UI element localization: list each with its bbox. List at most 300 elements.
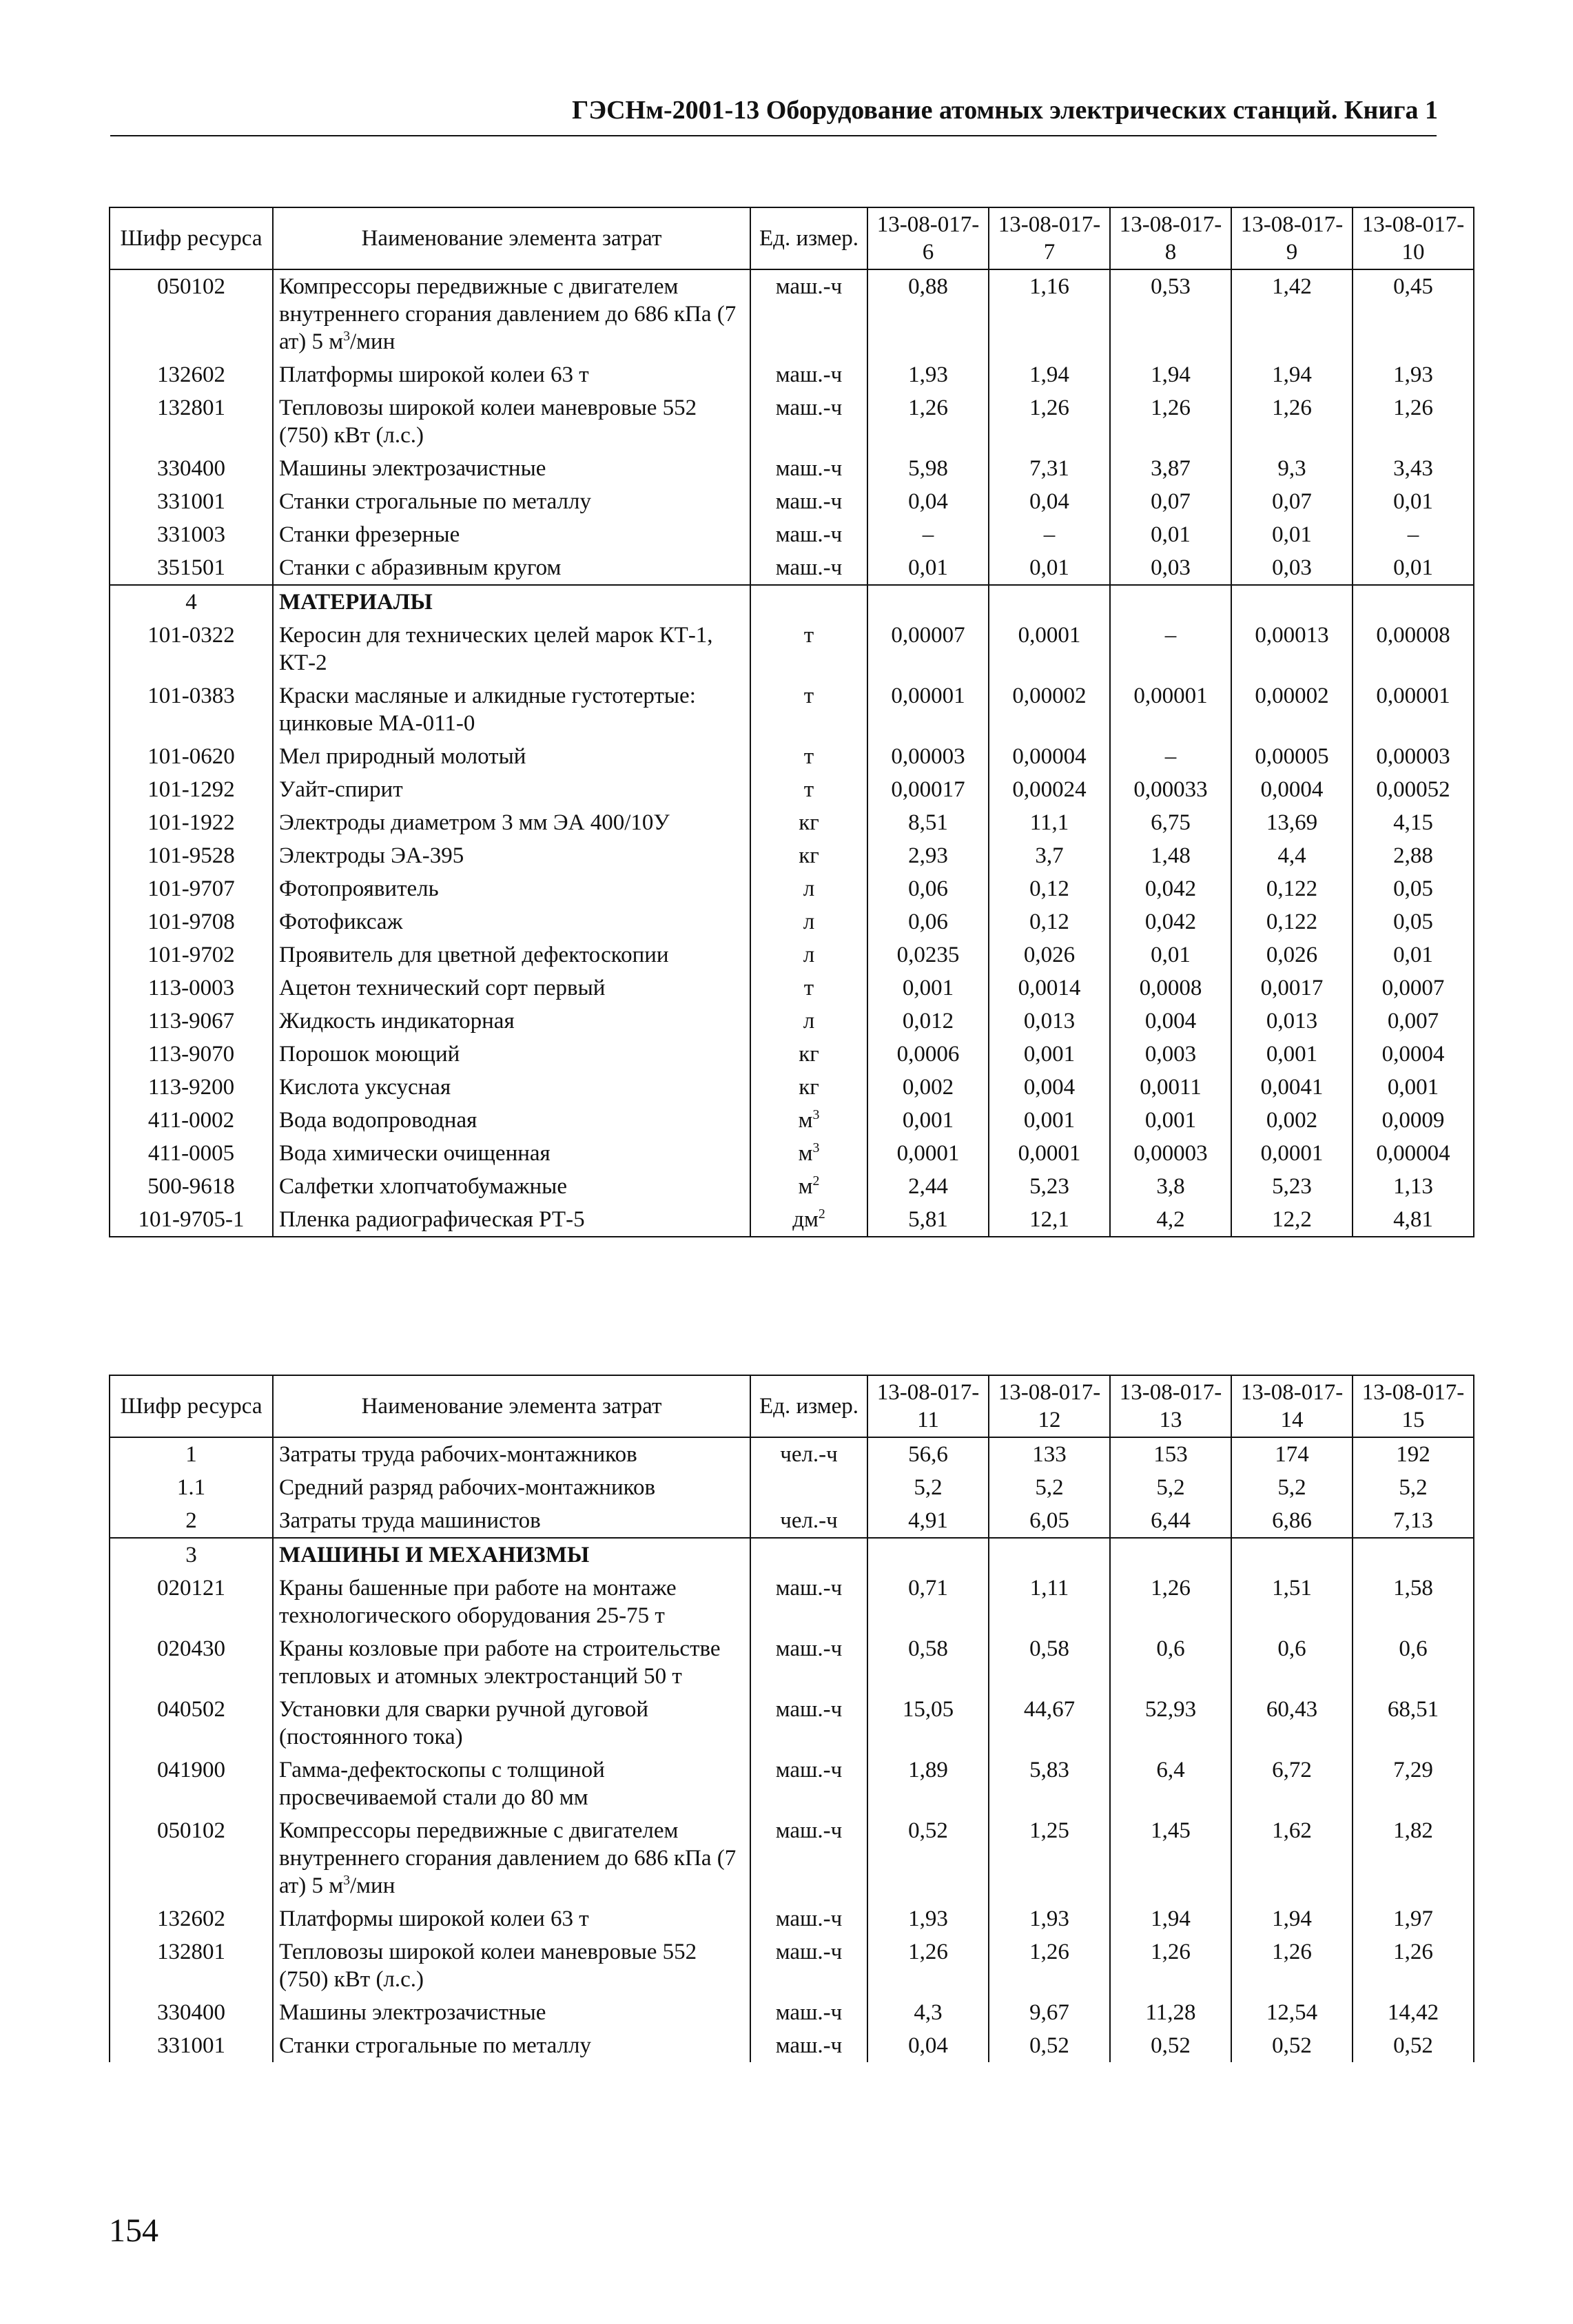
- table-row: [110, 1538, 1474, 1572]
- value-cell: [1231, 1538, 1353, 1572]
- value-cell: 0,01: [989, 551, 1110, 585]
- value-cell: 0,0009: [1353, 1104, 1474, 1137]
- table-row: [110, 1038, 1474, 1071]
- value-cell: 3,87: [1110, 452, 1231, 485]
- value-cell: –: [1110, 740, 1231, 773]
- value-cell: 0,026: [1231, 938, 1353, 971]
- value-cell: –: [989, 518, 1110, 551]
- value-cell: 0,001: [1353, 1071, 1474, 1104]
- value-cell: 1,93: [867, 358, 989, 391]
- value-cell: 6,86: [1231, 1504, 1353, 1538]
- table-row: [110, 1996, 1474, 2029]
- unit-cell: $м^3$: [750, 1137, 867, 1170]
- resource-code: 101-9708: [110, 905, 273, 938]
- value-cell: 0,001: [1231, 1038, 1353, 1071]
- value-cell: 0,001: [867, 1104, 989, 1137]
- unit-cell: кг: [750, 839, 867, 872]
- resource-name: Установки для сварки ручной дуговой (постоянного тока): [273, 1693, 750, 1754]
- value-cell: [1353, 585, 1474, 619]
- table-row: [110, 1572, 1474, 1632]
- resource-code: 101-9528: [110, 839, 273, 872]
- unit-cell: $дм^2$: [750, 1203, 867, 1237]
- resource-code: 050102: [110, 1814, 273, 1902]
- value-cell: 1,94: [1110, 358, 1231, 391]
- value-cell: 0,58: [867, 1632, 989, 1693]
- unit-cell: т: [750, 679, 867, 740]
- value-cell: 9,67: [989, 1996, 1110, 2029]
- value-cell: –: [1353, 518, 1474, 551]
- value-cell: 0,00033: [1110, 773, 1231, 806]
- resource-code: 411-0005: [110, 1137, 273, 1170]
- unit-cell: чел.-ч: [750, 1437, 867, 1471]
- col-norm-header: 13-08-017-15: [1353, 1375, 1474, 1437]
- resource-code: 3: [110, 1538, 273, 1572]
- value-cell: 6,72: [1231, 1754, 1353, 1814]
- value-cell: 11,28: [1110, 1996, 1231, 2029]
- resource-code: 2: [110, 1504, 273, 1538]
- value-cell: 0,12: [989, 872, 1110, 905]
- value-cell: 3,43: [1353, 452, 1474, 485]
- value-cell: 0,00004: [1353, 1137, 1474, 1170]
- table-row: [110, 773, 1474, 806]
- value-cell: 0,0041: [1231, 1071, 1353, 1104]
- value-cell: 0,00008: [1353, 619, 1474, 679]
- page-number: 154: [109, 2212, 158, 2249]
- value-cell: 0,00002: [1231, 679, 1353, 740]
- value-cell: 1,26: [1110, 391, 1231, 452]
- table-row: [110, 269, 1474, 358]
- value-cell: 1,13: [1353, 1170, 1474, 1203]
- resource-name: Краны козловые при работе на строительстве тепловых и атомных электростанций 50 т: [273, 1632, 750, 1693]
- resource-name: Салфетки хлопчатобумажные: [273, 1170, 750, 1203]
- value-cell: 1,97: [1353, 1902, 1474, 1935]
- value-cell: 0,04: [867, 485, 989, 518]
- value-cell: 0,01: [1231, 518, 1353, 551]
- table-row: [110, 391, 1474, 452]
- resource-name: Машины электрозачистные: [273, 1996, 750, 2029]
- value-cell: 0,6: [1110, 1632, 1231, 1693]
- value-cell: 7,31: [989, 452, 1110, 485]
- value-cell: 0,00001: [867, 679, 989, 740]
- value-cell: 5,2: [1231, 1471, 1353, 1504]
- unit-cell: [750, 585, 867, 619]
- value-cell: 6,44: [1110, 1504, 1231, 1538]
- resource-code: 101-9707: [110, 872, 273, 905]
- table-row: [110, 1104, 1474, 1137]
- value-cell: 1,62: [1231, 1814, 1353, 1902]
- value-cell: 0,00024: [989, 773, 1110, 806]
- value-cell: 12,54: [1231, 1996, 1353, 2029]
- value-cell: 1,58: [1353, 1572, 1474, 1632]
- resource-code: 331001: [110, 485, 273, 518]
- unit-cell: л: [750, 938, 867, 971]
- value-cell: 1,89: [867, 1754, 989, 1814]
- resource-table-2: [109, 1375, 1474, 2062]
- col-name-header: Наименование элемента затрат: [273, 1375, 750, 1437]
- resource-name: Порошок моющий: [273, 1038, 750, 1071]
- value-cell: 0,0001: [1231, 1137, 1353, 1170]
- resource-table-1: [109, 207, 1474, 1237]
- table-row: [110, 358, 1474, 391]
- resource-code: 331001: [110, 2029, 273, 2062]
- value-cell: 4,15: [1353, 806, 1474, 839]
- unit-cell: маш.-ч: [750, 391, 867, 452]
- unit-cell: т: [750, 740, 867, 773]
- col-code-header: Шифр ресурса: [110, 1375, 273, 1437]
- value-cell: 15,05: [867, 1693, 989, 1754]
- value-cell: 0,004: [1110, 1005, 1231, 1038]
- resource-code: 500-9618: [110, 1170, 273, 1203]
- unit-cell: т: [750, 773, 867, 806]
- value-cell: 2,44: [867, 1170, 989, 1203]
- unit-cell: [750, 1471, 867, 1504]
- resource-code: 101-0620: [110, 740, 273, 773]
- unit-cell: л: [750, 1005, 867, 1038]
- value-cell: 52,93: [1110, 1693, 1231, 1754]
- table-row: [110, 1814, 1474, 1902]
- col-norm-header: 13-08-017-9: [1231, 207, 1353, 269]
- value-cell: 153: [1110, 1437, 1231, 1471]
- value-cell: 1,26: [1231, 1935, 1353, 1996]
- resource-code: 020121: [110, 1572, 273, 1632]
- resource-code: 101-0383: [110, 679, 273, 740]
- table-row: [110, 485, 1474, 518]
- value-cell: 0,01: [1353, 485, 1474, 518]
- value-cell: 133: [989, 1437, 1110, 1471]
- table-row: [110, 1137, 1474, 1170]
- value-cell: 0,0004: [1353, 1038, 1474, 1071]
- value-cell: 192: [1353, 1437, 1474, 1471]
- resource-name: Жидкость индикаторная: [273, 1005, 750, 1038]
- value-cell: 4,3: [867, 1996, 989, 2029]
- value-cell: 4,4: [1231, 839, 1353, 872]
- unit-cell: маш.-ч: [750, 269, 867, 358]
- value-cell: 5,2: [989, 1471, 1110, 1504]
- value-cell: 0,004: [989, 1071, 1110, 1104]
- value-cell: 5,81: [867, 1203, 989, 1237]
- resource-name: Краны башенные при работе на монтаже технологического оборудования 25-75 т: [273, 1572, 750, 1632]
- value-cell: 0,05: [1353, 872, 1474, 905]
- value-cell: [1231, 585, 1353, 619]
- value-cell: 1,93: [989, 1902, 1110, 1935]
- unit-cell: $м^3$: [750, 1104, 867, 1137]
- header-rule: [110, 135, 1437, 136]
- unit-cell: маш.-ч: [750, 1996, 867, 2029]
- resource-code: 132801: [110, 391, 273, 452]
- value-cell: 60,43: [1231, 1693, 1353, 1754]
- value-cell: 1,26: [1353, 391, 1474, 452]
- resource-code: 331003: [110, 518, 273, 551]
- resource-code: 101-9702: [110, 938, 273, 971]
- value-cell: 0,01: [1110, 518, 1231, 551]
- unit-cell: маш.-ч: [750, 1902, 867, 1935]
- resource-name: Вода химически очищенная: [273, 1137, 750, 1170]
- value-cell: 2,88: [1353, 839, 1474, 872]
- value-cell: [867, 585, 989, 619]
- value-cell: 0,0007: [1353, 971, 1474, 1005]
- value-cell: 0,0011: [1110, 1071, 1231, 1104]
- value-cell: 0,05: [1353, 905, 1474, 938]
- resource-name: Машины электрозачистные: [273, 452, 750, 485]
- value-cell: 0,026: [989, 938, 1110, 971]
- table-row: [110, 1203, 1474, 1237]
- value-cell: 0,00003: [867, 740, 989, 773]
- value-cell: 13,69: [1231, 806, 1353, 839]
- value-cell: 1,42: [1231, 269, 1353, 358]
- value-cell: 1,94: [1231, 1902, 1353, 1935]
- col-norm-header: 13-08-017-7: [989, 207, 1110, 269]
- value-cell: 0,00013: [1231, 619, 1353, 679]
- value-cell: 1,26: [867, 1935, 989, 1996]
- resource-code: 101-1292: [110, 773, 273, 806]
- table-row: [110, 1437, 1474, 1471]
- unit-cell: маш.-ч: [750, 1935, 867, 1996]
- value-cell: 9,3: [1231, 452, 1353, 485]
- value-cell: 2,93: [867, 839, 989, 872]
- col-norm-header: 13-08-017-14: [1231, 1375, 1353, 1437]
- col-norm-header: 13-08-017-8: [1110, 207, 1231, 269]
- value-cell: 5,2: [1353, 1471, 1474, 1504]
- unit-cell: т: [750, 619, 867, 679]
- table-row: [110, 619, 1474, 679]
- resource-code: 101-1922: [110, 806, 273, 839]
- value-cell: 0,07: [1231, 485, 1353, 518]
- value-cell: 0,00017: [867, 773, 989, 806]
- table-row: [110, 1504, 1474, 1538]
- value-cell: 1,26: [1110, 1935, 1231, 1996]
- value-cell: 0,042: [1110, 905, 1231, 938]
- resource-code: 101-9705-1: [110, 1203, 273, 1237]
- resource-name: Керосин для технических целей марок КТ-1, КТ-2: [273, 619, 750, 679]
- value-cell: 0,06: [867, 872, 989, 905]
- value-cell: 0,0001: [989, 1137, 1110, 1170]
- value-cell: 0,0017: [1231, 971, 1353, 1005]
- value-cell: 1,26: [1353, 1935, 1474, 1996]
- unit-cell: [750, 1538, 867, 1572]
- value-cell: [989, 1538, 1110, 1572]
- value-cell: 0,002: [1231, 1104, 1353, 1137]
- value-cell: 1,93: [867, 1902, 989, 1935]
- value-cell: 5,23: [1231, 1170, 1353, 1203]
- col-unit-header: Ед. измер.: [750, 1375, 867, 1437]
- value-cell: 0,00052: [1353, 773, 1474, 806]
- value-cell: 0,03: [1231, 551, 1353, 585]
- col-code-header: Шифр ресурса: [110, 207, 273, 269]
- resource-code: 101-0322: [110, 619, 273, 679]
- value-cell: 0,0004: [1231, 773, 1353, 806]
- value-cell: 1,11: [989, 1572, 1110, 1632]
- value-cell: 0,0001: [867, 1137, 989, 1170]
- value-cell: 0,52: [1353, 2029, 1474, 2062]
- resource-name: Средний разряд рабочих-монтажников: [273, 1471, 750, 1504]
- unit-cell: маш.-ч: [750, 1572, 867, 1632]
- value-cell: [1110, 1538, 1231, 1572]
- value-cell: 0,00001: [1353, 679, 1474, 740]
- value-cell: 0,6: [1353, 1632, 1474, 1693]
- value-cell: 0,0008: [1110, 971, 1231, 1005]
- value-cell: 1,48: [1110, 839, 1231, 872]
- table-row: [110, 1071, 1474, 1104]
- unit-cell: маш.-ч: [750, 1754, 867, 1814]
- value-cell: 0,007: [1353, 1005, 1474, 1038]
- resource-name: Компрессоры передвижные с двигателем внутреннего сгорания давлением до 686 кПа (7 ат) 5 $м^3$/мин: [273, 1814, 750, 1902]
- unit-cell: маш.-ч: [750, 2029, 867, 2062]
- value-cell: 0,01: [867, 551, 989, 585]
- value-cell: [989, 585, 1110, 619]
- resource-name: Электроды диаметром 3 мм ЭА 400/10У: [273, 806, 750, 839]
- value-cell: 0,45: [1353, 269, 1474, 358]
- value-cell: [867, 1538, 989, 1572]
- resource-code: 132602: [110, 358, 273, 391]
- resource-code: 1.1: [110, 1471, 273, 1504]
- value-cell: 0,00002: [989, 679, 1110, 740]
- value-cell: 4,81: [1353, 1203, 1474, 1237]
- value-cell: 0,52: [1231, 2029, 1353, 2062]
- value-cell: 0,53: [1110, 269, 1231, 358]
- value-cell: 1,26: [989, 391, 1110, 452]
- value-cell: 6,4: [1110, 1754, 1231, 1814]
- value-cell: 3,7: [989, 839, 1110, 872]
- resource-code: 113-9070: [110, 1038, 273, 1071]
- value-cell: 1,93: [1353, 358, 1474, 391]
- value-cell: 0,0006: [867, 1038, 989, 1071]
- table-row: [110, 740, 1474, 773]
- unit-cell: т: [750, 971, 867, 1005]
- resource-code: 1: [110, 1437, 273, 1471]
- value-cell: 1,26: [989, 1935, 1110, 1996]
- col-norm-header: 13-08-017-11: [867, 1375, 989, 1437]
- value-cell: 0,01: [1353, 551, 1474, 585]
- resource-code: 351501: [110, 551, 273, 585]
- resource-name: Станки строгальные по металлу: [273, 485, 750, 518]
- value-cell: 1,26: [1110, 1572, 1231, 1632]
- resource-name: Мел природный молотый: [273, 740, 750, 773]
- value-cell: 8,51: [867, 806, 989, 839]
- table-row: [110, 1754, 1474, 1814]
- resource-name: Вода водопроводная: [273, 1104, 750, 1137]
- resource-name: Уайт-спирит: [273, 773, 750, 806]
- value-cell: 5,2: [867, 1471, 989, 1504]
- value-cell: [1353, 1538, 1474, 1572]
- value-cell: 1,45: [1110, 1814, 1231, 1902]
- value-cell: 7,13: [1353, 1504, 1474, 1538]
- unit-cell: л: [750, 872, 867, 905]
- resource-name: Краски масляные и алкидные густотертые: цинковые МА-011-0: [273, 679, 750, 740]
- value-cell: 56,6: [867, 1437, 989, 1471]
- resource-code: 132602: [110, 1902, 273, 1935]
- table-row: [110, 1005, 1474, 1038]
- table-row: [110, 938, 1474, 971]
- value-cell: 0,88: [867, 269, 989, 358]
- resource-name: Затраты труда рабочих-монтажников: [273, 1437, 750, 1471]
- value-cell: 0,013: [989, 1005, 1110, 1038]
- value-cell: 1,26: [1231, 391, 1353, 452]
- value-cell: 0,71: [867, 1572, 989, 1632]
- value-cell: 0,122: [1231, 872, 1353, 905]
- value-cell: 5,83: [989, 1754, 1110, 1814]
- resource-name: Тепловозы широкой колеи маневровые 552 (750) кВт (л.с.): [273, 1935, 750, 1996]
- table-row: [110, 1935, 1474, 1996]
- value-cell: 0,07: [1110, 485, 1231, 518]
- table-row: [110, 679, 1474, 740]
- value-cell: 0,00003: [1110, 1137, 1231, 1170]
- value-cell: 0,012: [867, 1005, 989, 1038]
- table-row: [110, 2029, 1474, 2062]
- unit-cell: маш.-ч: [750, 551, 867, 585]
- table-row: [110, 1471, 1474, 1504]
- unit-cell: $м^2$: [750, 1170, 867, 1203]
- table-row: [110, 806, 1474, 839]
- value-cell: 0,52: [867, 1814, 989, 1902]
- value-cell: 1,51: [1231, 1572, 1353, 1632]
- resource-code: 330400: [110, 452, 273, 485]
- value-cell: 0,00003: [1353, 740, 1474, 773]
- value-cell: 11,1: [989, 806, 1110, 839]
- value-cell: 5,98: [867, 452, 989, 485]
- resource-code: 4: [110, 585, 273, 619]
- table-row: [110, 905, 1474, 938]
- value-cell: 5,23: [989, 1170, 1110, 1203]
- table-header-row: [110, 1375, 1474, 1437]
- col-unit-header: Ед. измер.: [750, 207, 867, 269]
- resource-name: МАШИНЫ И МЕХАНИЗМЫ: [273, 1538, 750, 1572]
- table-row: [110, 551, 1474, 585]
- value-cell: 0,013: [1231, 1005, 1353, 1038]
- resource-name: Тепловозы широкой колеи маневровые 552 (750) кВт (л.с.): [273, 391, 750, 452]
- resource-name: Компрессоры передвижные с двигателем внутреннего сгорания давлением до 686 кПа (7 ат) 5 $м^3$/мин: [273, 269, 750, 358]
- table-row: [110, 1693, 1474, 1754]
- resource-code: 020430: [110, 1632, 273, 1693]
- value-cell: 14,42: [1353, 1996, 1474, 2029]
- value-cell: 4,2: [1110, 1203, 1231, 1237]
- resource-code: 132801: [110, 1935, 273, 1996]
- value-cell: 1,16: [989, 269, 1110, 358]
- unit-cell: маш.-ч: [750, 1632, 867, 1693]
- value-cell: 0,00007: [867, 619, 989, 679]
- value-cell: 0,6: [1231, 1632, 1353, 1693]
- value-cell: 3,8: [1110, 1170, 1231, 1203]
- resource-name: Кислота уксусная: [273, 1071, 750, 1104]
- value-cell: [1110, 585, 1231, 619]
- page-header: ГЭСНм-2001-13 Оборудование атомных электрических станций. Книга 1: [572, 96, 1438, 125]
- value-cell: 0,001: [1110, 1104, 1231, 1137]
- value-cell: 0,001: [867, 971, 989, 1005]
- unit-cell: маш.-ч: [750, 1693, 867, 1754]
- value-cell: 0,52: [989, 2029, 1110, 2062]
- value-cell: 12,2: [1231, 1203, 1353, 1237]
- resource-code: 113-9200: [110, 1071, 273, 1104]
- resource-name: Станки с абразивным кругом: [273, 551, 750, 585]
- resource-name: Платформы широкой колеи 63 т: [273, 358, 750, 391]
- resource-name: Ацетон технический сорт первый: [273, 971, 750, 1005]
- value-cell: –: [867, 518, 989, 551]
- table-row: [110, 518, 1474, 551]
- resource-name: Фотопроявитель: [273, 872, 750, 905]
- value-cell: 0,52: [1110, 2029, 1231, 2062]
- table-row: [110, 452, 1474, 485]
- value-cell: 1,82: [1353, 1814, 1474, 1902]
- value-cell: 6,05: [989, 1504, 1110, 1538]
- resource-name: Гамма-дефектоскопы с толщиной просвечиваемой стали до 80 мм: [273, 1754, 750, 1814]
- value-cell: 44,67: [989, 1693, 1110, 1754]
- col-norm-header: 13-08-017-13: [1110, 1375, 1231, 1437]
- value-cell: 12,1: [989, 1203, 1110, 1237]
- table-row: [110, 585, 1474, 619]
- value-cell: 7,29: [1353, 1754, 1474, 1814]
- value-cell: 0,00001: [1110, 679, 1231, 740]
- value-cell: 4,91: [867, 1504, 989, 1538]
- unit-cell: маш.-ч: [750, 485, 867, 518]
